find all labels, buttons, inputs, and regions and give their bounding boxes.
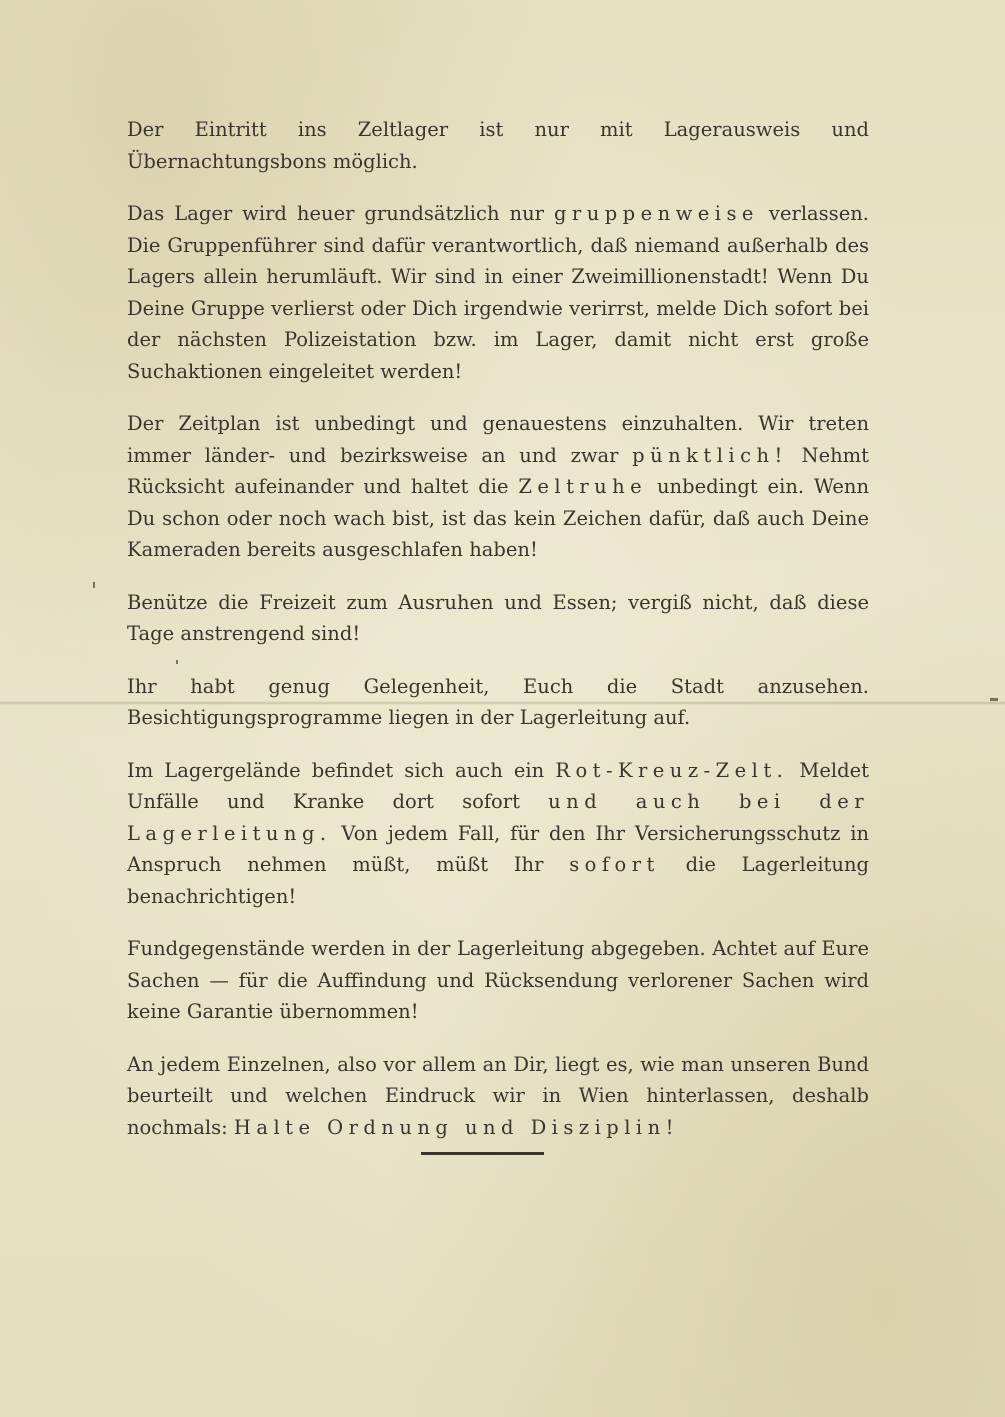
paragraph-discipline (127, 1049, 869, 1144)
spaced-emphasis-text: Rot-Kreuz-Zelt. (555, 758, 789, 782)
paper-speck (990, 698, 998, 701)
paragraph-text: Im Lagergelände befindet sich auch ein (127, 758, 556, 782)
paragraph-text: die Lagerleitung benachrichtigen! (127, 853, 869, 908)
paragraph-leaving-camp (127, 198, 869, 387)
paragraph-text: Benütze die Freizeit zum Ausruhen und Essen; vergiß nicht, daß diese Tage anstrengend sind! (127, 590, 869, 645)
paragraph-sightseeing (127, 671, 869, 734)
paragraph-text: Meldet Unfälle und Kranke dort sofort (127, 758, 869, 813)
spaced-emphasis-text: und auch bei der Lagerleitung. (127, 790, 869, 845)
spaced-emphasis-text: Halte Ordnung und Disziplin! (233, 1115, 679, 1139)
spaced-emphasis-text: pünktlich! (632, 443, 788, 467)
paragraph-text: Nehmt Rücksicht aufeinander und haltet die (127, 443, 869, 498)
paragraph-text: An jedem Einzelnen, also vor allem an Dir, liegt es, wie man unseren Bund beurteilt und welchen Eindruck wir in Wien hinterlassen, deshalb nochmals: (127, 1052, 869, 1139)
paragraph-text: verlassen. Die Gruppenführer sind dafür verantwortlich, daß niemand außerhalb des Lagers allein herumläuft. Wir sind in einer Zweimillionenstadt! Wenn Du Deine Gruppe verlierst oder Dich irgendwie verirrst, melde Dich sofort bei der nächsten Polizeistation bzw. im Lager, damit nicht erst große Suchaktionen eingeleitet werden! (127, 202, 869, 383)
paragraph-text: Von jedem Fall, für den Ihr Versicherungsschutz in Anspruch nehmen müßt, müßt Ihr (127, 821, 869, 876)
document-body (127, 114, 869, 1143)
paragraph-schedule (127, 408, 869, 566)
paragraph-text: unbedingt ein. Wenn Du schon oder noch wach bist, ist das kein Zeichen dafür, daß auch Deine Kameraden bereits ausgeschlafen haben! (127, 475, 869, 561)
paper-speck (93, 582, 95, 588)
spaced-emphasis-text: Zeltruhe (518, 475, 648, 498)
paragraph-text: Der Eintritt ins Zeltlager ist nur mit Lagerausweis und Übernachtungsbons möglich. (127, 118, 869, 173)
paragraph-free-time (127, 587, 869, 650)
paragraph-text: Der Zeitplan ist unbedingt und genauestens einzuhalten. Wir treten immer länder- und bezirksweise an und zwar (127, 412, 869, 467)
spaced-emphasis-text: gruppenweise (553, 202, 759, 225)
paragraph-lost-items (127, 933, 869, 1028)
paragraph-text: Das Lager wird heuer grundsätzlich nur (127, 202, 554, 225)
paragraph-text: Fundgegenstände werden in der Lagerleitung abgegeben. Achtet auf Eure Sachen — für die Auffindung und Rücksendung verlorener Sachen wird keine Garantie übernommen! (127, 937, 869, 1023)
closing-rule (421, 1152, 544, 1155)
paragraph-text: Ihr habt genug Gelegenheit, Euch die Stadt anzusehen. Besichtigungsprogramme liegen in der Lagerleitung auf. (127, 674, 869, 729)
paragraph-entry-rules (127, 114, 869, 177)
paragraph-red-cross (127, 755, 869, 913)
spaced-emphasis-text: sofort (569, 853, 660, 876)
